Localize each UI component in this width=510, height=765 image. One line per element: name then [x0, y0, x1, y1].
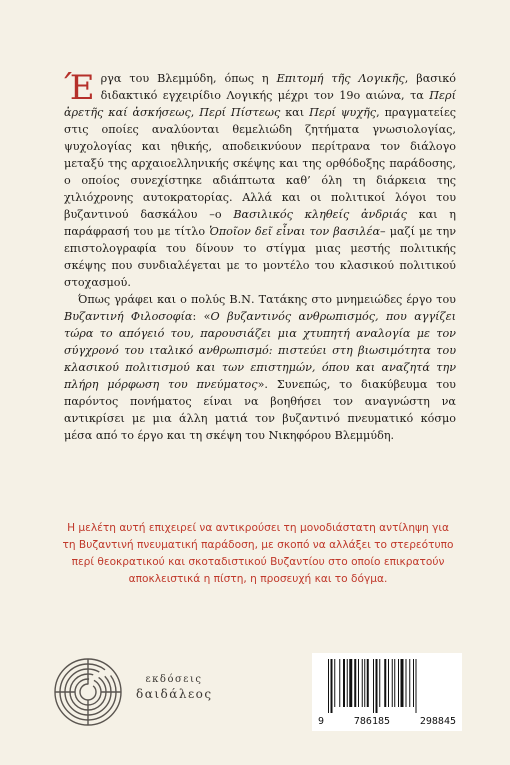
labyrinth-icon — [52, 656, 124, 728]
barcode-bar — [398, 659, 399, 707]
barcode-bar — [367, 659, 369, 707]
barcode-bar — [392, 659, 393, 707]
italic-phrase: Βασιλικός κληθείς ἀνδριάς — [233, 208, 407, 221]
paragraph-2 — [64, 291, 456, 444]
text-run: ». Συνεπώς, το διακύβευμα του παρόντος πονήματος είναι να βοηθήσει τον αναγνώστη να αντικρίσει με μια άλλη ματιά τον βυζαντινό πνευματικό κόσμο μέσα από το έργο και τη σκέψη του Νικηφόρου Βλεμμύδη. — [64, 378, 456, 442]
italic-phrase: Ο βυζαντινός ανθρωπισμός, που αγγίζει τώρα το απόγειό του, παρουσιάζει μια χτυπητή αναλογία με τον σύγχρονό του ιταλικό ανθρωπισμό: πιστεύει στη βιωσιμότητα του κλασικού πολιτισμού και των επιστημών, όπου και αναζητά την πλήρη μόρφωση του πνεύματος — [64, 310, 457, 391]
barcode-bar — [388, 659, 389, 707]
italic-phrase: Βυζαντινή Φιλοσοφία — [64, 310, 193, 323]
italic-phrase: Περί Πίστεως — [199, 106, 281, 119]
publisher-line-2: δαιδάλεος — [136, 687, 213, 701]
text-run: Όπως γράφει και ο πολύς Β.Ν. Τατάκης στο μνημειώδες έργο του — [78, 293, 456, 306]
barcode-bar — [373, 659, 374, 713]
italic-phrase: Περί ἀρετῆς καί ἀσκήσεως — [64, 89, 456, 119]
barcode-bar — [376, 659, 378, 713]
paragraph-1-text — [64, 68, 457, 289]
blurb-text: Η μελέτη αυτή επιχειρεί να αντικρούσει τη μονοδιάστατη αντίληψη για τη Βυζαντινή πνευματική παράδοση, με σκοπό να αλλάξει το στερεότυπο περί θεοκρατικού και σκοταδιστικού Βυζαντίου στο οποίο επικρατούν αποκλειστικά η πίστη, η προσευχή και το δόγμα. — [62, 522, 454, 585]
barcode-bar — [384, 659, 386, 707]
barcode-bar — [347, 659, 348, 707]
barcode-bar — [364, 659, 365, 707]
barcode-digit-group-2: 298845 — [419, 716, 456, 727]
isbn-barcode — [312, 653, 462, 731]
barcode-bar — [413, 659, 414, 707]
barcode-bar — [339, 659, 340, 707]
publisher-name — [136, 674, 212, 701]
text-run: και — [280, 106, 310, 119]
barcode-bar — [349, 659, 352, 707]
barcode-bar — [334, 659, 335, 707]
barcode-bar — [354, 659, 356, 707]
barcode-bar — [358, 659, 359, 707]
barcode-digit-group-1: 786185 — [353, 716, 391, 727]
publisher-logo — [52, 656, 212, 728]
paragraph-1 — [64, 70, 456, 291]
barcode-bar — [362, 659, 363, 707]
back-cover-text — [64, 70, 456, 444]
text-run: και η παράφρασή του με τίτλο — [64, 208, 456, 238]
barcode-digits — [316, 716, 458, 727]
barcode-bars — [324, 659, 450, 713]
drop-cap: Έ — [64, 68, 95, 108]
text-run: , πραγματείες στις οποίες αναλύονται θεμελιώδη ζητήματα γνωσιολογίας, ψυχολογίας και ηθικής, αποδεικνύουν περίτρανα τον διάλογο μεταξύ της αρχαιοελληνικής σκέψης και της ορθόδοξης παράδοσης, ο οποίος συνεχίστηκε αδιάπτωτα καθ’ όλη τη διάρκεια της χιλιόχρονης αυτοκρατορίας. Αλλά και οι πολιτικοί λόγοι του βυζαντινού δασκάλου –ο — [64, 106, 457, 221]
text-run: – μαζί με την επιστολογραφία του δίνουν το στίγμα μιας μεστής πολιτικής σκέψης που συνδιαλέγεται με το μοντέλο του κλασικού πολιτικού στοχασμού. — [64, 225, 457, 289]
italic-phrase: Ὁποῖον δεῖ εἶναι τον βασιλέα — [209, 225, 381, 238]
barcode-bar — [406, 659, 407, 707]
text-run: ργα του Βλεμμύδη, όπως η — [100, 72, 277, 85]
italic-phrase: Περί ψυχῆς — [309, 106, 377, 119]
barcode-digit-lead: 9 — [318, 716, 325, 727]
barcode-bar — [379, 659, 380, 707]
text-run: , βασικό διδακτικό εγχειρίδιο Λογικής μέχρι τον 19ο αιώνα, τα — [100, 72, 456, 102]
barcode-bar — [331, 659, 333, 713]
text-run: , — [190, 106, 200, 119]
barcode-bar — [394, 659, 395, 707]
publisher-line-1: εκδόσεις — [145, 674, 203, 685]
text-run: : « — [192, 310, 211, 323]
barcode-bar — [328, 659, 329, 713]
paragraph-2-text — [64, 293, 456, 442]
italic-phrase: Επιτομή τῆς Λογικῆς — [276, 72, 405, 85]
barcode-bar — [409, 659, 410, 707]
barcode-bar — [343, 659, 345, 707]
barcode-bar — [401, 659, 404, 707]
barcode-bar — [416, 659, 417, 713]
